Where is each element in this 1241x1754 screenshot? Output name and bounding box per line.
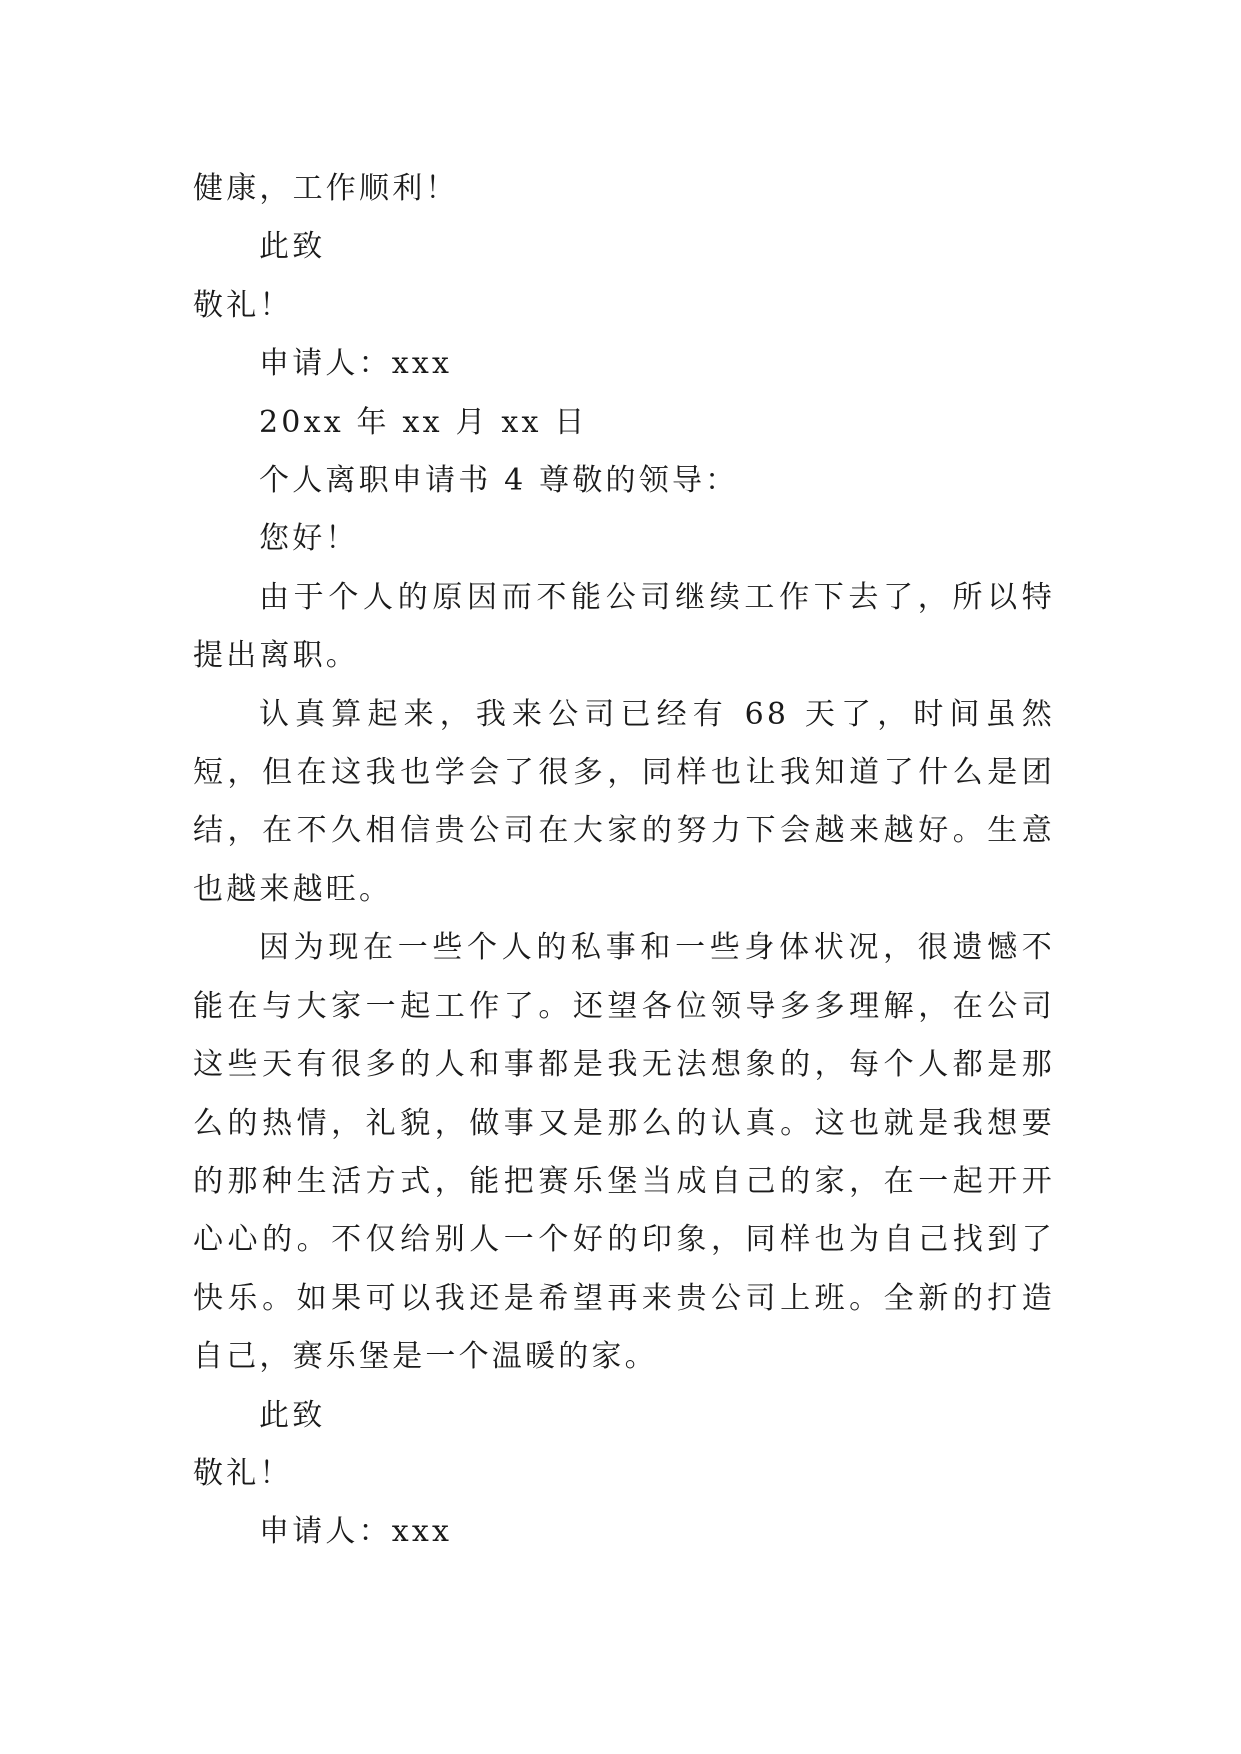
paragraph-reason: 由于个人的原因而不能公司继续工作下去了，所以特提出离职。 [193, 579, 1055, 674]
paragraph-experience: 认真算起来，我来公司已经有 68 天了，时间虽然短，但在这我也学会了很多，同样也让我知道了什么是团结，在不久相信贵公司在大家的努力下会越来越好。生意也越来越旺。 [193, 696, 1055, 907]
applicant-line: 申请人：xxx [259, 346, 453, 382]
letter-heading: 个人离职申请书 4 尊敬的领导： [259, 463, 739, 499]
salutation-jingli-2: 敬礼！ [193, 1455, 293, 1491]
salutation-cizhi: 此致 [259, 229, 326, 265]
applicant-line-2: 申请人：xxx [259, 1514, 453, 1550]
document-body [193, 160, 1055, 1562]
paragraph-explanation: 因为现在一些个人的私事和一些身体状况，很遗憾不能在与大家一起工作了。还望各位领导多多理解，在公司这些天有很多的人和事都是我无法想象的，每个人都是那么的热情，礼貌，做事又是那么的认真。这也就是我想要的那种生活方式，能把赛乐堡当成自己的家，在一起开开心心的。不仅给别人一个好的印象，同样也为自己找到了快乐。如果可以我还是希望再来贵公司上班。全新的打造自己，赛乐堡是一个温暖的家。 [193, 930, 1055, 1375]
salutation-cizhi-2: 此致 [259, 1397, 326, 1433]
salutation-jingli: 敬礼！ [193, 287, 293, 323]
greeting-line: 您好！ [259, 521, 359, 557]
date-line: 20xx 年 xx 月 xx 日 [259, 404, 588, 440]
closing-wish-line: 健康，工作顺利！ [193, 171, 459, 206]
